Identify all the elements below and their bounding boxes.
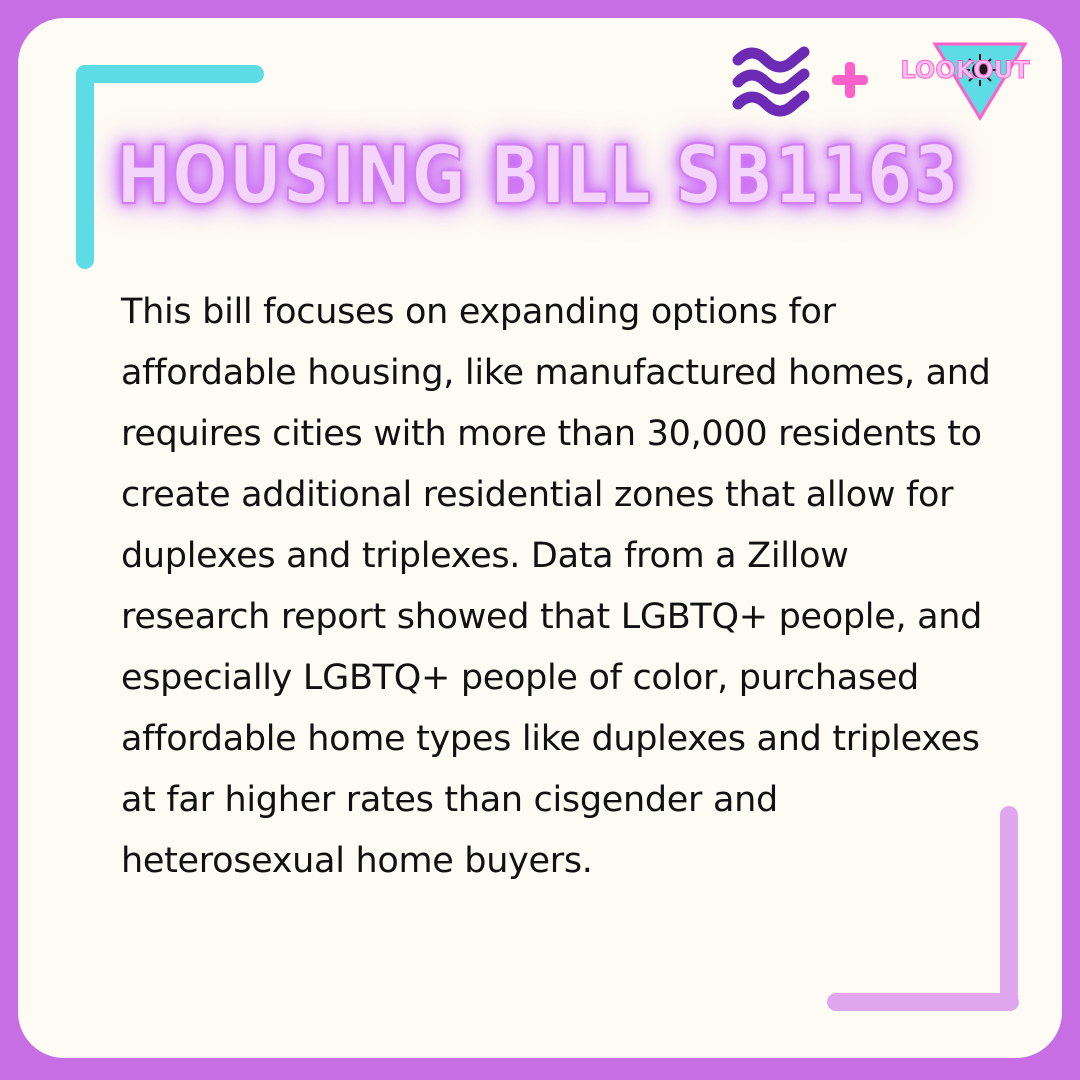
page-title: HOUSING BILL SB1163 [116,129,960,222]
plus-icon [830,60,870,100]
corner-accent-bottom-right [827,993,1019,1011]
partner-logos [730,38,1050,128]
corner-accent-bottom-right-vertical [1000,806,1018,1011]
lookout-logo-text: LOOKOUT [900,56,1030,84]
corner-accent-top-left-vertical [76,65,94,269]
corner-accent-top-left [76,65,264,83]
lookout-logo [885,38,1045,124]
body-paragraph: This bill focuses on expanding options for affordable housing, like manufactured homes, and requires cities with more than 30,000 residents to create additional residential zones that allow for duplexes and triplexes. Data from a Zillow research report showed that LGBTQ+ people, and especially LGBTQ+ people of color, purchased affordable home types like duplexes and triplexes at far higher rates than cisgender and heterosexual home buyers. [121,292,991,881]
waves-icon [730,38,810,118]
